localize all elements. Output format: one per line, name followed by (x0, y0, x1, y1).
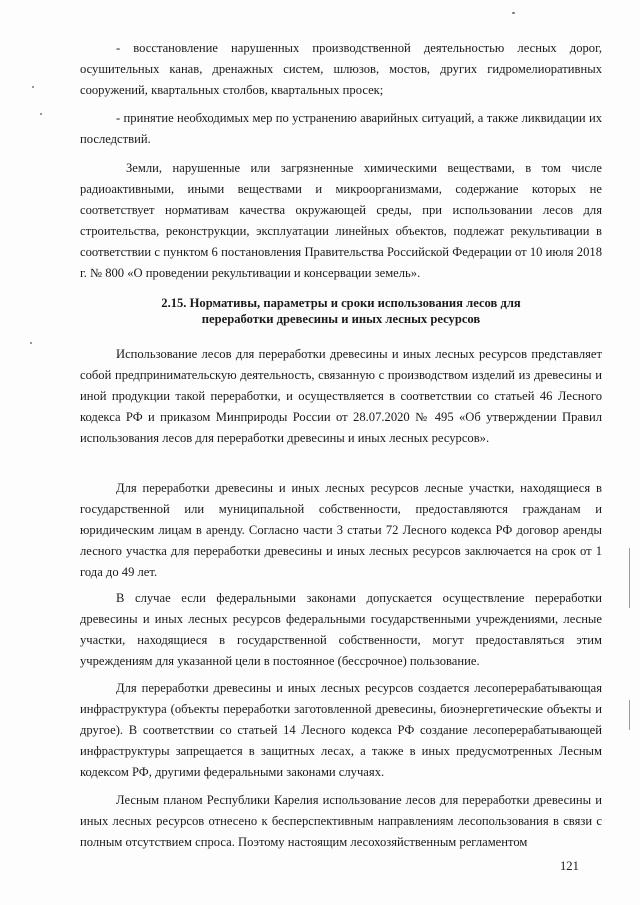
paragraph-list-item-restoration: - восстановление нарушенных производственной деятельностью лесных дорог, осушительных канав, дренажных систем, шлюзов, мостов, других гидромелиоративных сооружений, квартальных столбов, квартальных просек; (80, 41, 602, 97)
scan-speck (512, 12, 515, 14)
paragraph-lease-terms: Для переработки древесины и иных лесных ресурсов лесные участки, находящиеся в государственной или муниципальной собственности, предоставляются гражданам и юридическим лицам в аренду. Согласно части 3 статьи 72 Лесного кодекса РФ договор аренды лесного участка для переработки древесины и иных лесных ресурсов заключается на срок от 1 года до 49 лет. (80, 481, 602, 579)
scan-speck (40, 113, 42, 115)
scan-speck (32, 86, 34, 88)
paragraph-list-item-emergency: - принятие необходимых мер по устранению аварийных ситуаций, а также ликвидации их последствий. (80, 111, 602, 146)
section-heading-line-2: переработки древесины и иных лесных ресурсов (201, 312, 481, 326)
paragraph-usage-definition: Использование лесов для переработки древесины и иных лесных ресурсов представляет собой предпринимательскую деятельность, связанную с производством изделий из древесины и иной продукции такой переработки, и осуществляется в соответствии со статьей 46 Лесного кодекса РФ и приказом Минприроды России от 28.07.2020 № 495 «Об утверждении Правил использования лесов для переработки древесины и иных лесных ресурсов». (80, 347, 602, 445)
section-heading-line-1: 2.15. Нормативы, параметры и сроки использования лесов для (161, 296, 521, 310)
page-number: 121 (560, 859, 579, 873)
paragraph-infrastructure: Для переработки древесины и иных лесных ресурсов создается лесоперерабатывающая инфраструктура (объекты переработки заготовленной древесины, биоэнергетические объекты и другое). В соответствии со статьей 14 Лесного кодекса РФ создание лесоперерабатывающей инфраструктуры запрещается в защитных лесах, а также в иных предусмотренных Лесным кодексом РФ, другими федеральными законами случаях. (80, 681, 602, 779)
paragraph-federal-institutions: В случае если федеральными законами допускается осуществление переработки древесины и иных лесных ресурсов федеральными государственными учреждениями, лесные участки, находящиеся в государственной собственности, могут предоставляться этим учреждениям для указанной цели в постоянное (бессрочное) пользование. (80, 591, 602, 668)
scan-edge-line (629, 548, 630, 608)
paragraph-forest-plan: Лесным планом Республики Карелия использование лесов для переработки древесины и иных лесных ресурсов отнесено к бесперспективным направлениям лесопользования в связи с полным отсутствием спроса. Поэтому настоящим лесохозяйственным регламентом (80, 793, 602, 849)
scan-speck (30, 342, 32, 344)
paragraph-reclamation: Земли, нарушенные или загрязненные химическими веществами, в том числе радиоактивными, иными веществами и микроорганизмами, содержание которых не соответствует нормативам качества окружающей среды, при использовании лесов для строительства, реконструкции, эксплуатации линейных объектов, подлежат рекультивации в соответствии с пунктом 6 постановления Правительства Российской Федерации от 10 июля 2018 г. № 800 «О проведении рекультивации и консервации земель». (80, 161, 602, 280)
scan-edge-line (629, 700, 630, 730)
